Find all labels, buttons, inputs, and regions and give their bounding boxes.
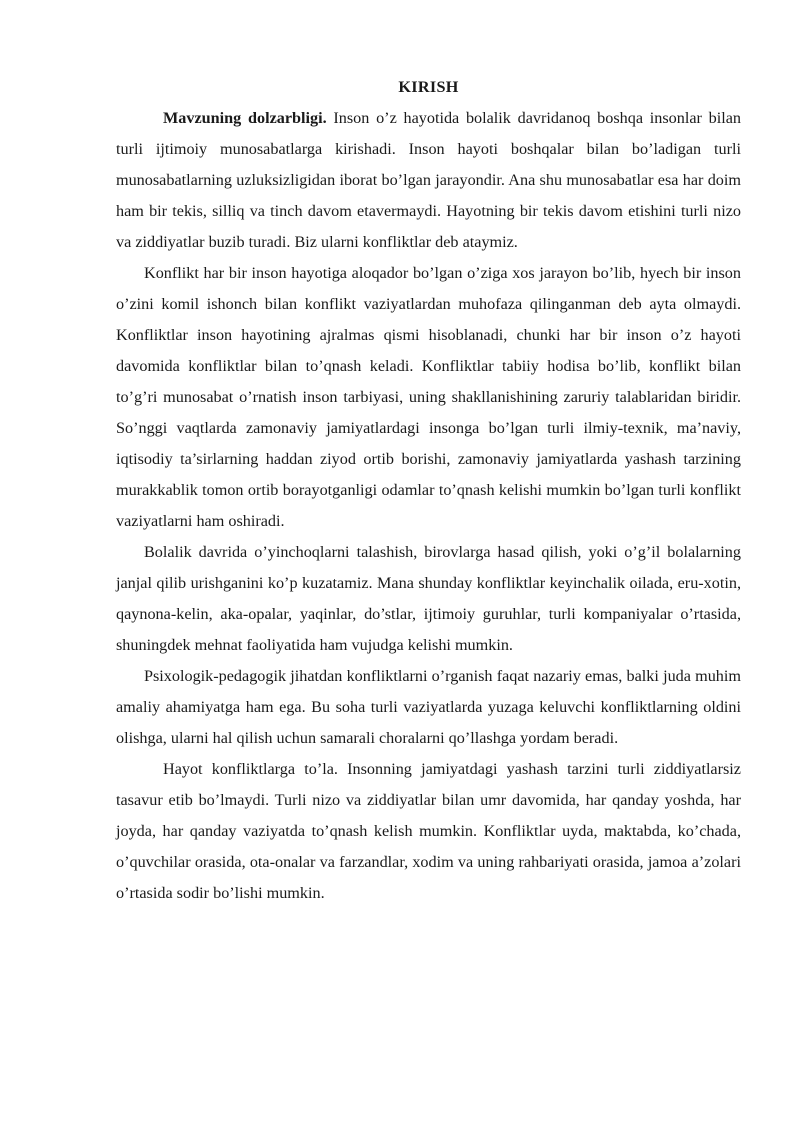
section-lead: Mavzuning dolzarbligi. xyxy=(163,109,327,127)
page-title: KIRISH xyxy=(398,78,459,96)
paragraph-psych-pedagogical: Psixologik-pedagogik jihatdan konfliktlarni o’rganish faqat nazariy emas, balki juda muhim amaliy ahamiyatga ham ega. Bu soha turli vaziyatlarda yuzaga keluvchi konfliktlarning oldini olishga, ularni hal qilish uchun samarali choralarni qo’llashga yordam beradi. xyxy=(116,667,741,747)
section-lead-text: Inson o’z hayotida bolalik davridanoq boshqa insonlar bilan turli ijtimoiy munosabatlarga kirishadi. Inson hayoti boshqalar bilan bo’ladigan turli munosabatlarning uzluksizligidan iborat bo’lgan jarayondir. Ana shu munosabatlar esa har doim ham bir tekis, silliq va tinch davom etavermaydi. Hayotning bir tekis davom etishini turli nizo va ziddiyatlar buzib turadi. Biz ularni konfliktlar deb ataymiz. xyxy=(116,109,741,251)
paragraph-childhood: Bolalik davrida o’yinchoqlarni talashish, birovlarga hasad qilish, yoki o’g’il bolalarning janjal qilib urishganini ko’p kuzatamiz. Mana shunday konfliktlar keyinchalik oilada, eru-xotin, qaynona-kelin, aka-opalar, yaqinlar, do’stlar, ijtimoiy guruhlar, turli kompaniyalar o’rtasida, shuningdek mehnat faoliyatida ham vujudga kelishi mumkin. xyxy=(116,543,741,654)
paragraph-life-full-of-conflicts: Hayot konfliktlarga to’la. Insonning jamiyatdagi yashash tarzini turli ziddiyatlarsiz tasavur etib bo’lmaydi. Turli nizo va ziddiyatlar bilan umr davomida, har qanday yoshda, har joyda, har qanday vaziyatda to’qnash kelish mumkin. Konfliktlar uyda, maktabda, ko’chada, o’quvchilar orasida, ota-onalar va farzandlar, xodim va uning rahbariyati orasida, jamoa a’zolari o’rtasida sodir bo’lishi mumkin. xyxy=(116,760,741,902)
paragraph-conflict-life: Konflikt har bir inson hayotiga aloqador bo’lgan o’ziga xos jarayon bo’lib, hyech bir inson o’zini komil ishonch bilan konflikt vaziyatlardan muhofaza qilinganman deb ayta olmaydi. Konfliktlar inson hayotining ajralmas qismi hisoblanadi, chunki har bir inson o’z hayoti davomida konfliktlar bilan to’qnash keladi. Konfliktlar tabiiy hodisa bo’lib, konflikt bilan to’g’ri munosabat o’rnatish inson tarbiyasi, uning shakllanishining zaruriy talablaridan biridir. So’nggi vaqtlarda zamonaviy jamiyatlardagi insonga bo’lgan turli ilmiy-texnik, ma’naviy, iqtisodiy ta’sirlarning haddan ziyod ortib borishi, zamonaviy jamiyatlarda yashash tarzining murakkablik tomon ortib borayotganligi odamlar to’qnash kelishi mumkin bo’lgan turli konflikt vaziyatlarni ham oshiradi. xyxy=(116,264,741,530)
paragraph-relevance xyxy=(116,103,741,258)
document-page xyxy=(116,72,741,909)
